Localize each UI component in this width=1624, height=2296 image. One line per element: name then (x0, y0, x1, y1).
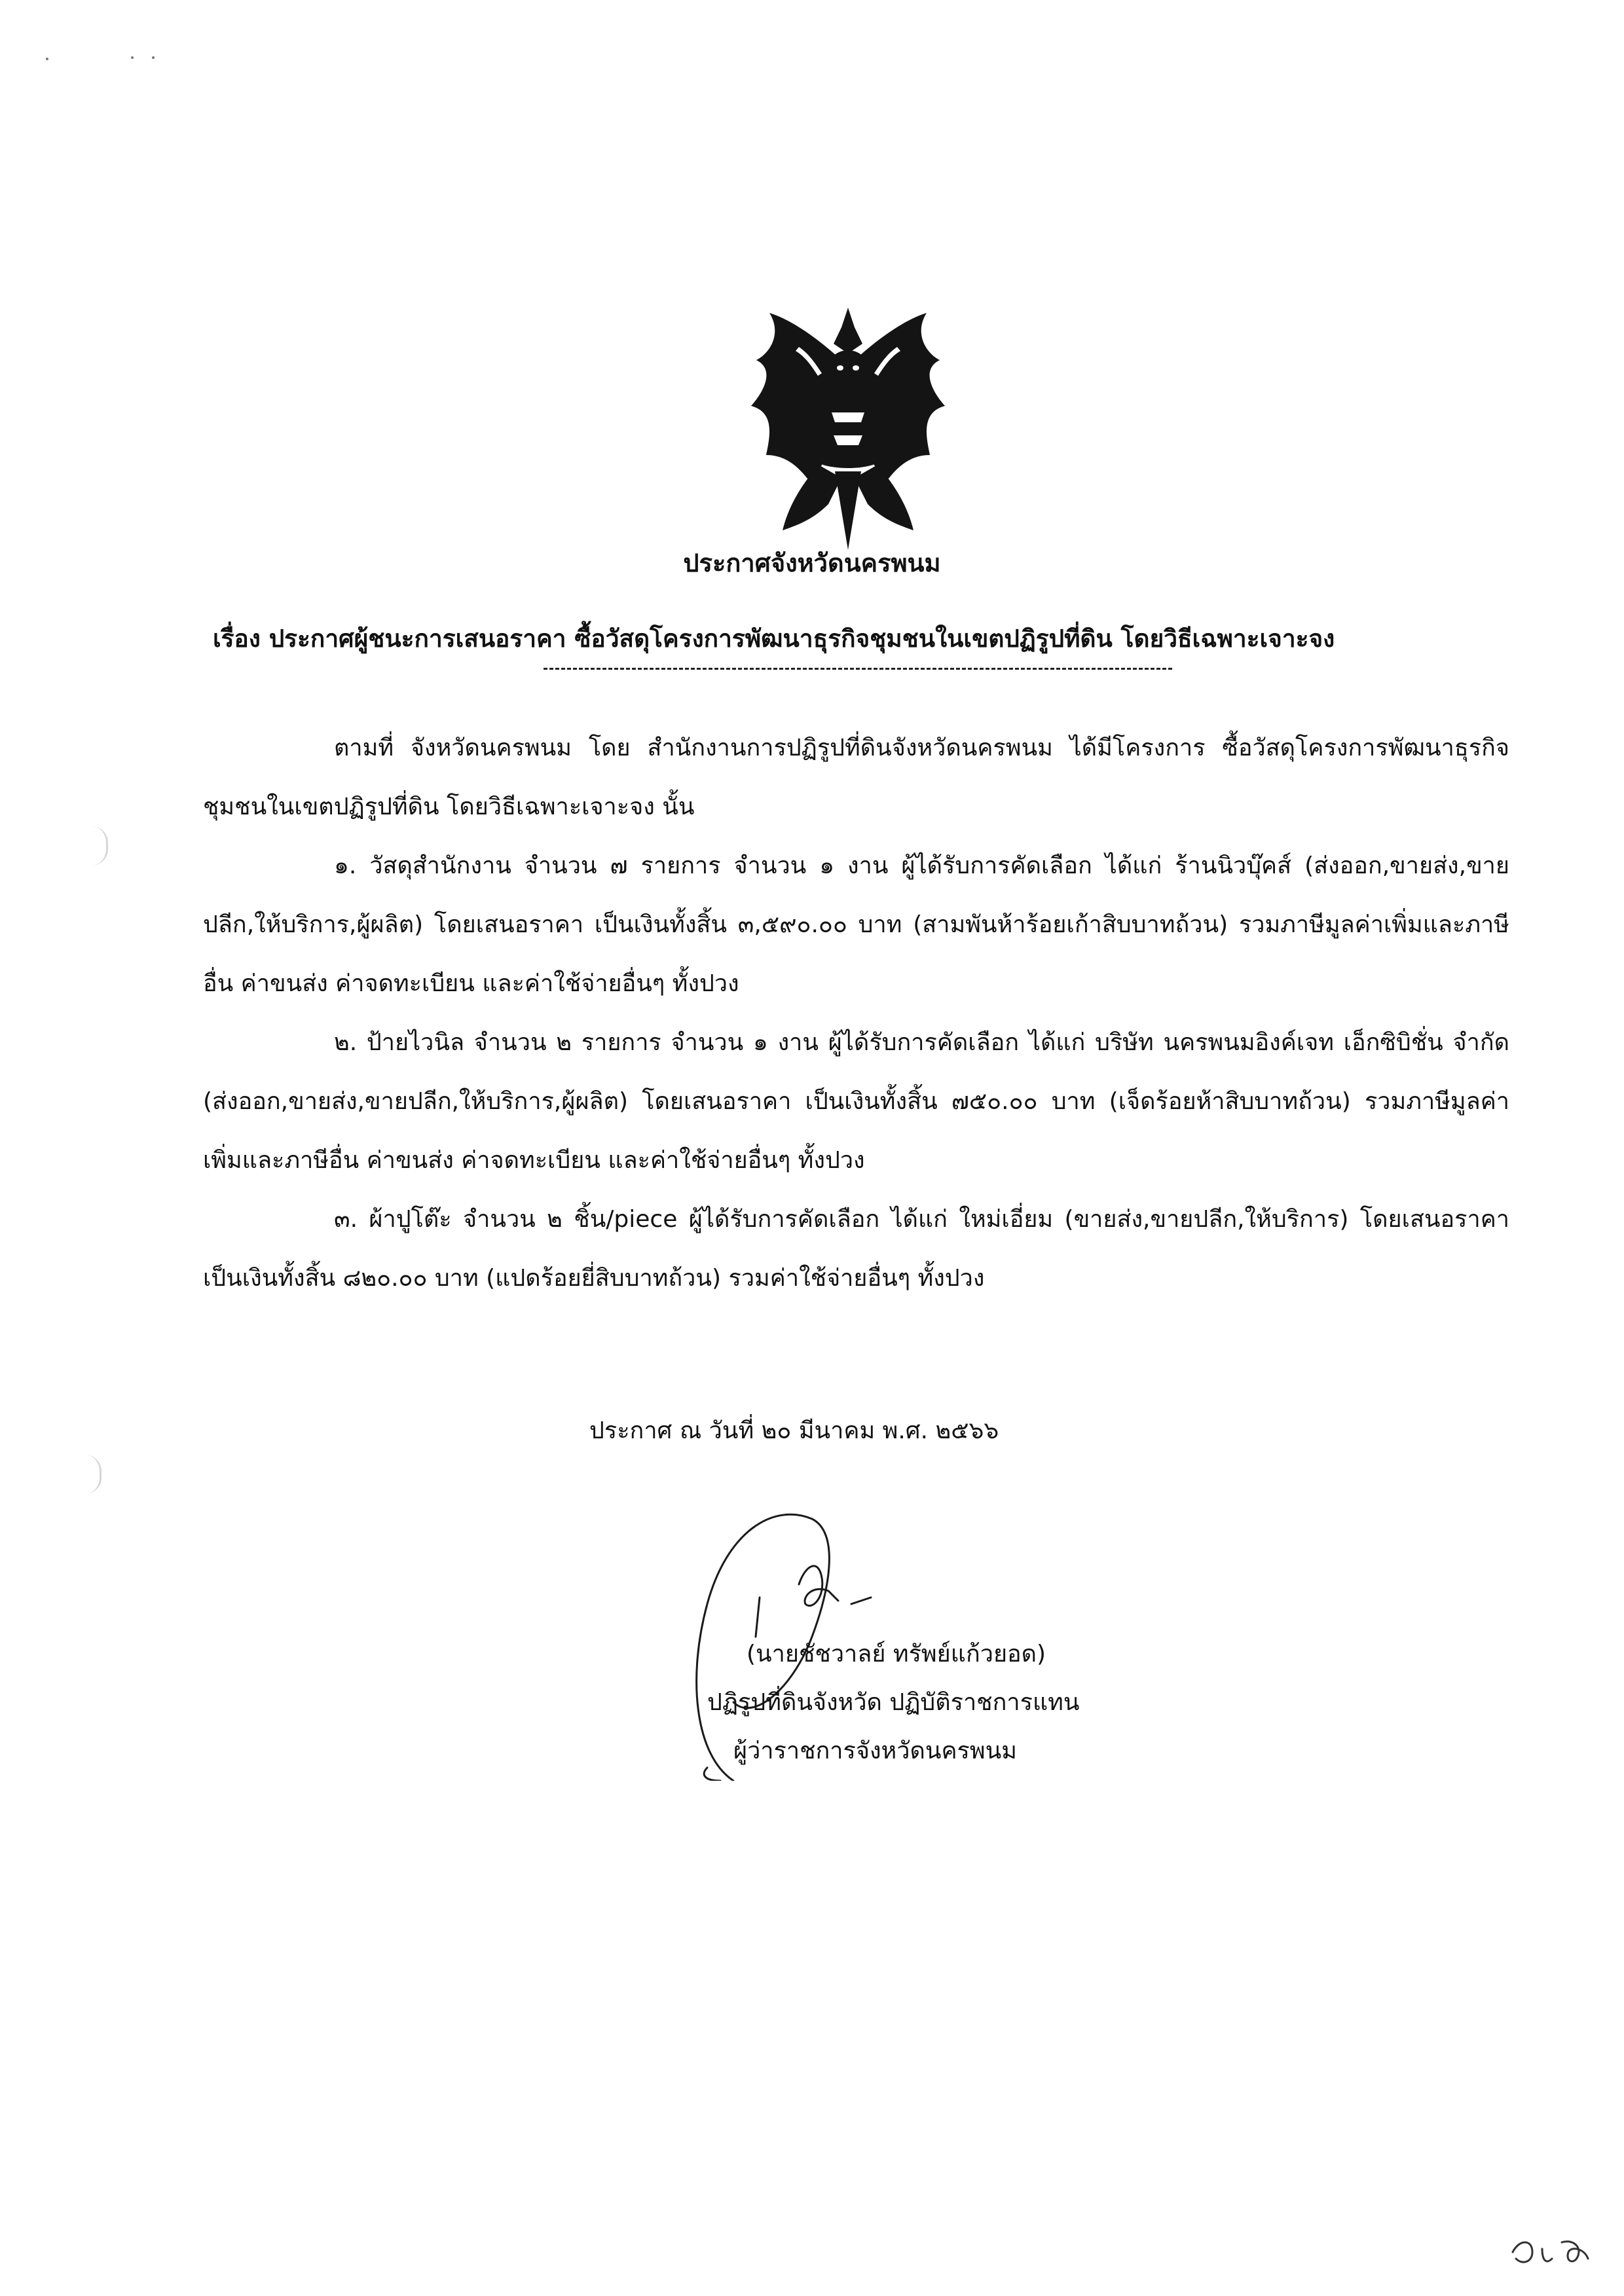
award-item-2: ๒. ป้ายไวนิล จำนวน ๒ รายการ จำนวน ๑ งาน ผู้ได้รับการคัดเลือก ได้แก่ บริษัท นครพนมอิงค์เจท เอ็กซิบิชั่น จำกัด (ส่งออก,ขายส่ง,ขายปลีก,ให้บริการ,ผู้ผลิต) โดยเสนอราคา เป็นเงินทั้งสิ้น ๗๕๐.๐๐ บาท (เจ็ดร้อยห้าสิบบาทถ้วน) รวมภาษีมูลค่าเพิ่มและภาษีอื่น ค่าขนส่ง ค่าจดทะเบียน และค่าใช้จ่ายอื่นๆ ทั้งปวง (203, 1029, 1509, 1174)
announcement-subject: เรื่อง ประกาศผู้ชนะการเสนอราคา ซื้อวัสดุโครงการพัฒนาธุรกิจชุมชนในเขตปฏิรูปที่ดิน โดยวิธีเฉพาะเจาะจง (213, 625, 1335, 653)
scan-speck (131, 56, 134, 59)
scan-speck (152, 56, 155, 59)
award-item-3: ๓. ผ้าปูโต๊ะ จำนวน ๒ ชิ้น/piece ผู้ได้รับการคัดเลือก ได้แก่ ใหม่เอี่ยม (ขายส่ง,ขายปลีก,ให้บริการ) โดยเสนอราคา เป็นเงินทั้งสิ้น ๘๒๐.๐๐ บาท (แปดร้อยยี่สิบบาทถ้วน) รวมค่าใช้จ่ายอื่นๆ ทั้งปวง (203, 1206, 1509, 1292)
punch-hole-mark (85, 1455, 101, 1494)
signer-name: (นายชัชวาลย์ ทรัพย์แก้วยอด) (747, 1641, 1046, 1667)
intro-paragraph: ตามที่ จังหวัดนครพนม โดย สำนักงานการปฏิรูปที่ดินจังหวัดนครพนม ได้มีโครงการ ซื้อวัสดุโครงการพัฒนาธุรกิจชุมชนในเขตปฏิรูปที่ดิน โดยวิธีเฉพาะเจาะจง นั้น (203, 735, 1509, 820)
signer-position: ปฏิรูปที่ดินจังหวัด ปฏิบัติราชการแทน (707, 1689, 1080, 1716)
signer-authority: ผู้ว่าราชการจังหวัดนครพนม (733, 1738, 1017, 1764)
signer-block (707, 1630, 1297, 1776)
announcement-title: ประกาศจังหวัดนครพนม (683, 549, 941, 577)
dashed-divider (544, 668, 1172, 670)
handwritten-page-mark (1506, 2219, 1598, 2272)
punch-hole-mark (92, 826, 108, 866)
scan-speck (46, 58, 48, 60)
announcement-date: ประกาศ ณ วันที่ ๒๐ มีนาคม พ.ศ. ๒๕๖๖ (589, 1417, 999, 1444)
garuda-emblem-icon (750, 308, 946, 550)
award-item-1: ๑. วัสดุสำนักงาน จำนวน ๗ รายการ จำนวน ๑ งาน ผู้ได้รับการคัดเลือก ได้แก่ ร้านนิวบุ๊คส์ (ส่งออก,ขายส่ง,ขายปลีก,ให้บริการ,ผู้ผลิต) โดยเสนอราคา เป็นเงินทั้งสิ้น ๓,๕๙๐.๐๐ บาท (สามพันห้าร้อยเก้าสิบบาทถ้วน) รวมภาษีมูลค่าเพิ่มและภาษีอื่น ค่าขนส่ง ค่าจดทะเบียน และค่าใช้จ่ายอื่นๆ ทั้งปวง (203, 852, 1509, 997)
